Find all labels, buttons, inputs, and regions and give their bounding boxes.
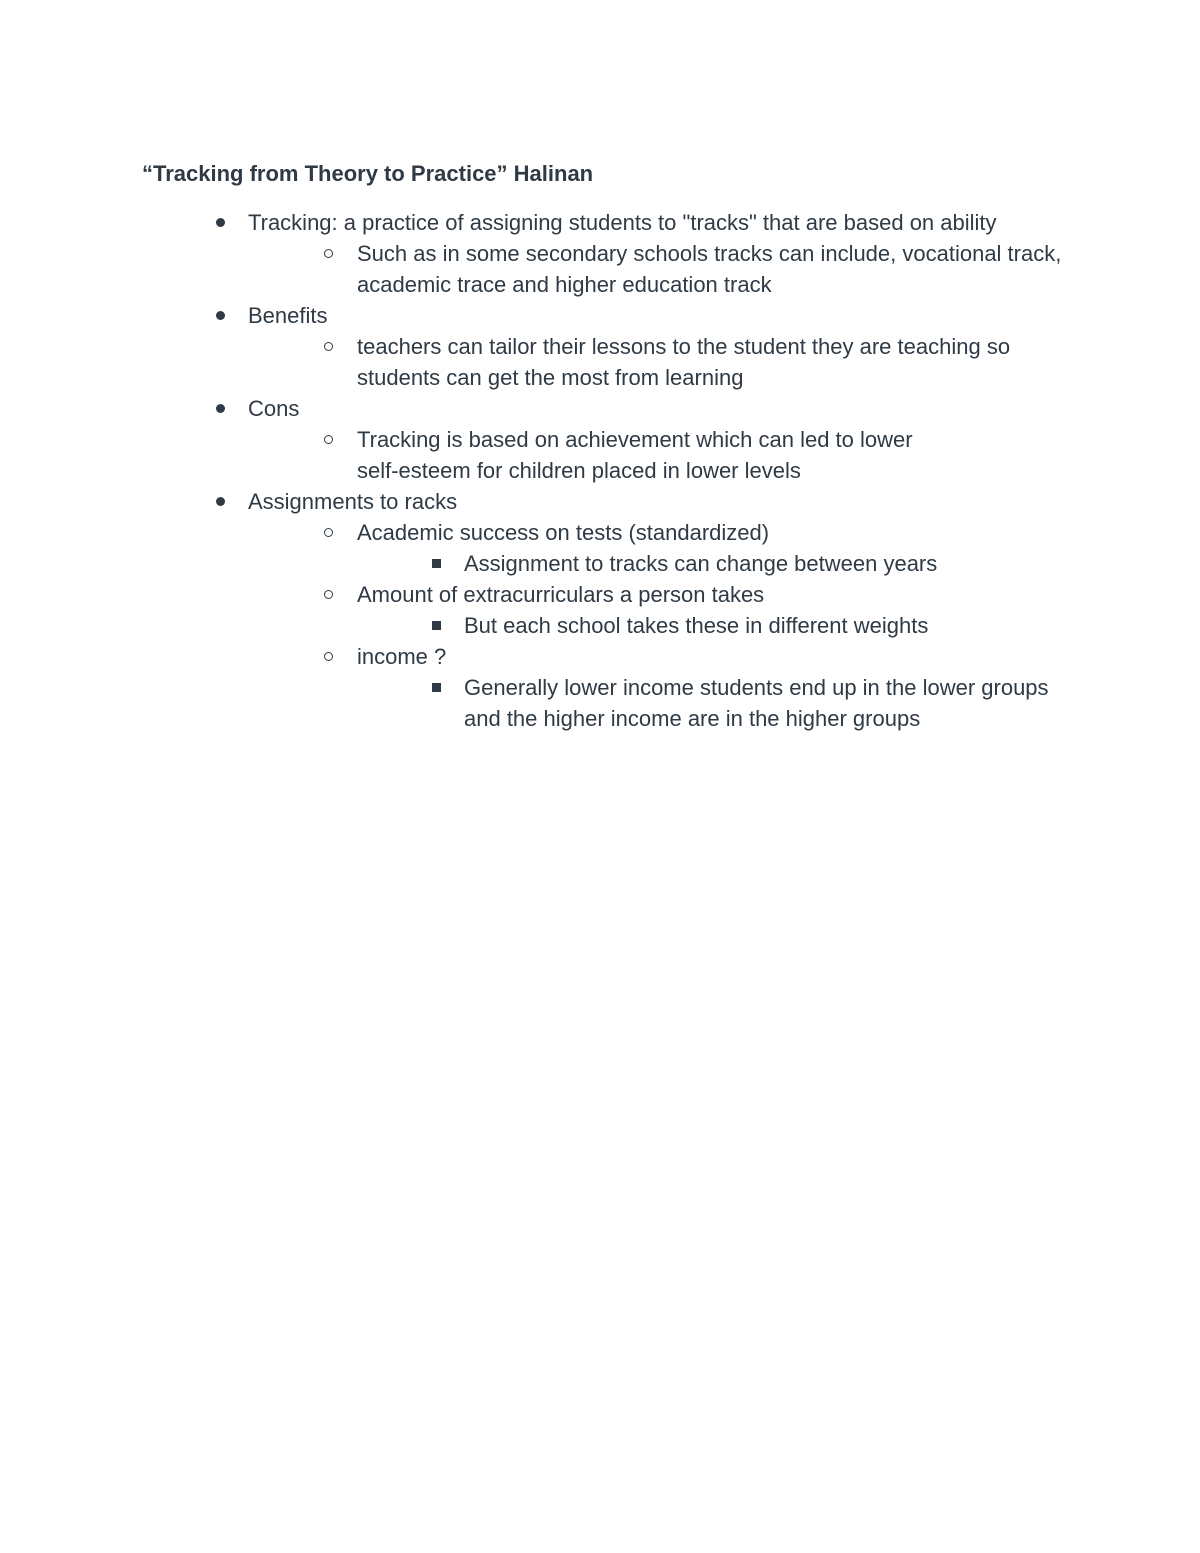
outline-subitem-text: Amount of extracurriculars a person takes bbox=[357, 582, 765, 607]
outline-subsubitem bbox=[0, 672, 1200, 734]
outline-list bbox=[0, 207, 1200, 734]
outline-subitem-text: Academic success on tests (standardized) bbox=[357, 520, 770, 545]
filled-circle-bullet-icon bbox=[212, 486, 228, 517]
outline-subsubitem bbox=[0, 610, 1200, 641]
outline-subitem-text: teachers can tailor their lessons to the student they are teaching so students can get the most from learning bbox=[357, 334, 1011, 390]
outline-subitem bbox=[0, 238, 1200, 300]
outline-subsubitem-text: Generally lower income students end up in the lower groups and the higher income are in the higher groups bbox=[464, 675, 1049, 731]
sub-list bbox=[0, 517, 1200, 734]
open-circle-bullet-icon bbox=[320, 517, 336, 548]
sub-list bbox=[0, 424, 1200, 486]
outline-subitem bbox=[0, 424, 1200, 486]
outline-subsubitem-text: But each school takes these in different weights bbox=[464, 613, 929, 638]
outline-subsubitem-text: Assignment to tracks can change between years bbox=[464, 551, 938, 576]
open-circle-bullet-icon bbox=[320, 424, 336, 455]
outline-item bbox=[0, 393, 1200, 486]
document-title: “Tracking from Theory to Practice” Halinan bbox=[142, 161, 594, 186]
open-circle-bullet-icon bbox=[320, 331, 336, 362]
sub-list bbox=[0, 331, 1200, 393]
outline-item-text: Assignments to racks bbox=[248, 489, 458, 514]
filled-circle-bullet-icon bbox=[212, 300, 228, 331]
outline-subitem-text: Such as in some secondary schools tracks can include, vocational track, academic trace and higher education track bbox=[357, 241, 1062, 297]
outline-item-text: Tracking: a practice of assigning students to "tracks" that are based on ability bbox=[248, 210, 997, 235]
sub-sub-list bbox=[0, 548, 1200, 579]
sub-sub-list bbox=[0, 672, 1200, 734]
outline-item-text: Benefits bbox=[248, 303, 328, 328]
outline-item bbox=[0, 207, 1200, 300]
outline-item-text: Cons bbox=[248, 396, 300, 421]
outline-subitem bbox=[0, 641, 1200, 734]
outline-item bbox=[0, 300, 1200, 393]
outline-item bbox=[0, 486, 1200, 734]
filled-circle-bullet-icon bbox=[212, 393, 228, 424]
outline-subitem-text: income ? bbox=[357, 644, 447, 669]
sub-sub-list bbox=[0, 610, 1200, 641]
sub-list bbox=[0, 238, 1200, 300]
filled-circle-bullet-icon bbox=[212, 207, 228, 238]
open-circle-bullet-icon bbox=[320, 238, 336, 269]
outline-subitem-text: Tracking is based on achievement which can led to lower self-esteem for children placed in lower levels bbox=[357, 427, 913, 483]
open-circle-bullet-icon bbox=[320, 579, 336, 610]
open-circle-bullet-icon bbox=[320, 641, 336, 672]
filled-square-bullet-icon bbox=[428, 548, 444, 579]
outline-subitem bbox=[0, 517, 1200, 579]
outline-subitem bbox=[0, 579, 1200, 641]
filled-square-bullet-icon bbox=[428, 610, 444, 641]
outline-subitem bbox=[0, 331, 1200, 393]
outline-subsubitem bbox=[0, 548, 1200, 579]
filled-square-bullet-icon bbox=[428, 672, 444, 703]
